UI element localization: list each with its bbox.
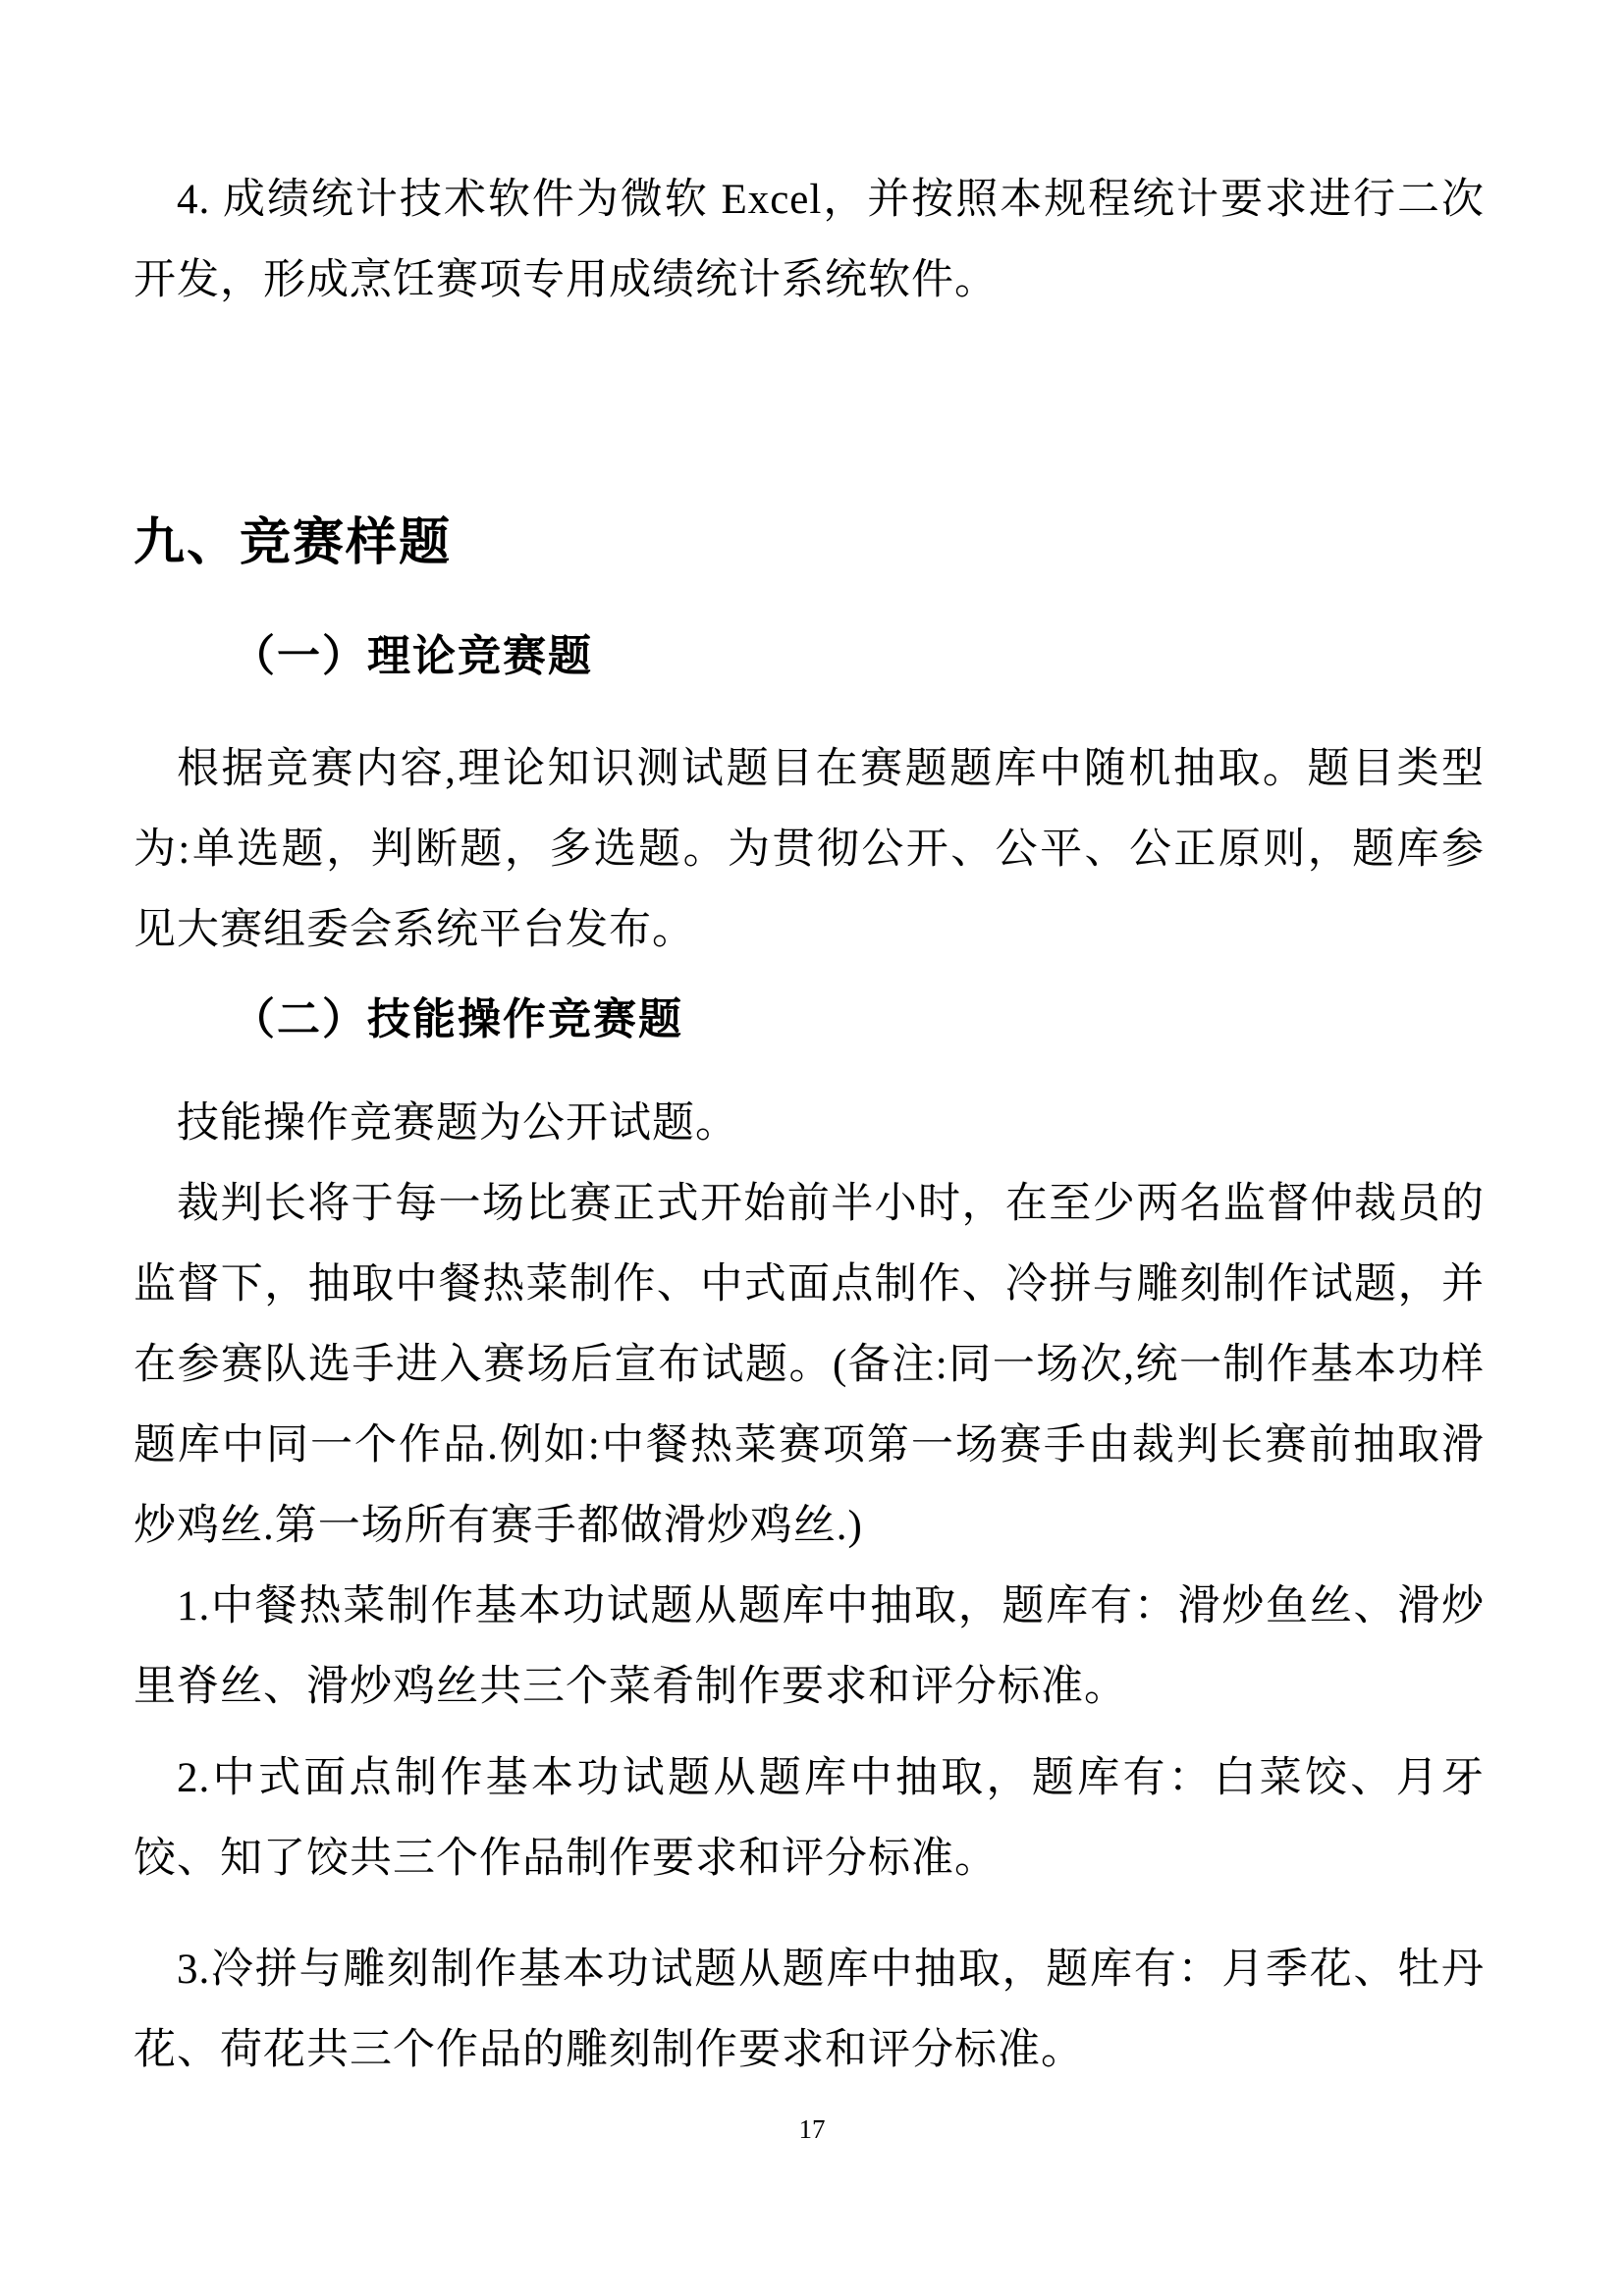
paragraph: 3.冷拼与雕刻制作基本功试题从题库中抽取，题库有：月季花、牡丹花、荷花共三个作品的雕刻制作要求和评分标准。 (134, 1947, 1485, 2073)
paragraph: 1.中餐热菜制作基本功试题从题库中抽取，题库有：滑炒鱼丝、滑炒里脊丝、滑炒鸡丝共三个菜肴制作要求和评分标准。 (134, 1583, 1485, 1710)
paragraph: 裁判长将于每一场比赛正式开始前半小时，在至少两名监督仲裁员的监督下，抽取中餐热菜制作、中式面点制作、冷拼与雕刻制作试题，并在参赛队选手进入赛场后宣布试题。(备注:同一场次,统一制作基本功样题库中同一个作品.例如:中餐热菜赛项第一场赛手由裁判长赛前抽取滑炒鸡丝.第一场所有赛手都做滑炒鸡丝.) (134, 1181, 1485, 1549)
section-heading: 九、竞赛样题 (134, 514, 453, 571)
paragraph: 根据竞赛内容,理论知识测试题目在赛题题库中随机抽取。题目类型为:单选题，判断题，多选题。为贯彻公开、公平、公正原则，题库参见大赛组委会系统平台发布。 (134, 746, 1485, 953)
paragraph: 技能操作竞赛题为公开试题。 (177, 1100, 738, 1147)
page-number: 17 (798, 2114, 826, 2144)
paragraph: 2.中式面点制作基本功试题从题库中抽取，题库有：白菜饺、月牙饺、知了饺共三个作品制作要求和评分标准。 (134, 1755, 1485, 1882)
paragraph: 4. 成绩统计技术软件为微软 Excel，并按照本规程统计要求进行二次开发，形成烹饪赛项专用成绩统计系统软件。 (134, 177, 1485, 303)
subsection-heading: （二）技能操作竞赛题 (232, 995, 683, 1043)
subsection-heading: （一）理论竞赛题 (232, 632, 593, 680)
